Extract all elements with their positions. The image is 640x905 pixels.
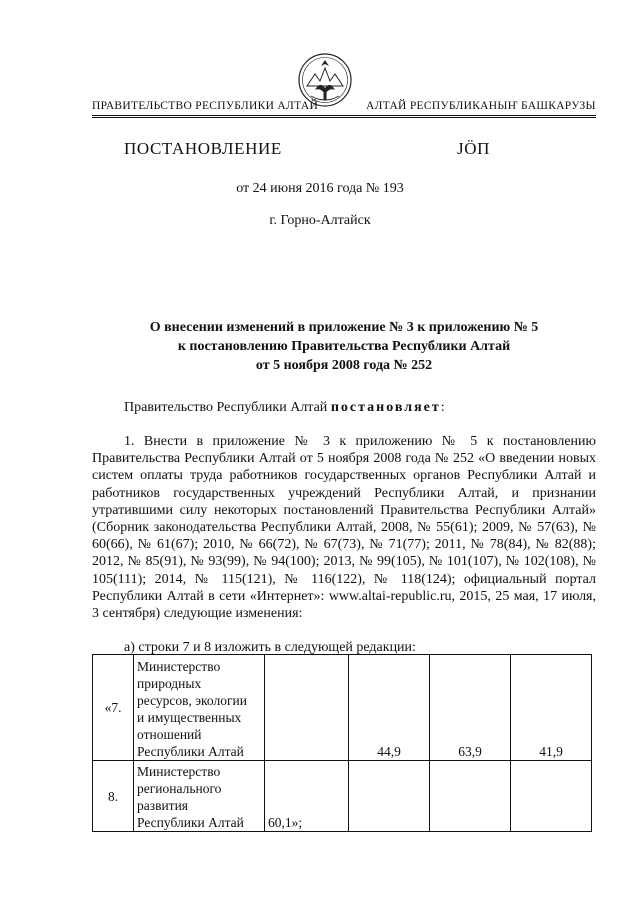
value-cell: 60,1»; bbox=[265, 761, 349, 832]
row-number: 8. bbox=[93, 761, 134, 832]
document-city: г. Горно-Алтайск bbox=[269, 213, 371, 228]
title-line-2: к постановлению Правительства Республики Алтай bbox=[177, 339, 511, 354]
row-number: «7. bbox=[93, 655, 134, 761]
ministry-name-line: Республики Алтай bbox=[137, 815, 244, 830]
ministry-name-line: Министерство bbox=[137, 659, 221, 674]
value-cell: 44,9 bbox=[349, 655, 430, 761]
value-cell: 63,9 bbox=[430, 655, 511, 761]
value-cell bbox=[349, 761, 430, 832]
value-cell bbox=[265, 655, 349, 761]
title-line-1: О внесении изменений в приложение № 3 к приложению № 5 bbox=[149, 320, 539, 335]
value-cell bbox=[511, 761, 592, 832]
ministry-name-line: регионального bbox=[137, 781, 222, 796]
ministry-name-line: отношений bbox=[137, 727, 202, 742]
ministry-name-line: и имущественных bbox=[137, 710, 242, 725]
document-date-number: от 24 июня 2016 года № 193 bbox=[236, 181, 404, 196]
subitem-a: а) строки 7 и 8 изложить в следующей редакции: bbox=[124, 640, 416, 655]
right-organization-name: АЛТАЙ РЕСПУБЛИКАНЫҤ БАШКАРУЗЫ bbox=[366, 100, 596, 112]
preamble bbox=[124, 400, 445, 416]
item-1-text: 1. Внести в приложение № 3 к приложению № 5 к постановлению Правительства Республики Алтай от 5 ноября 2008 года № 252 «О введении новых систем оплаты труда работников государственных органов Республики Алтай и работников государственных учреждений Республики Алтай, и признании утратившими силу некоторых постановлений Правительства Республики Алтай» (Сборник законодательства Республики Алтай, 2008, № 55(61); 2009, № 57(63), № 60(66), № 61(67); 2010, № 66(72), № 67(73), № 71(77); 2011, № 78(84), № 82(88); 2012, № 85(91), № 93(99), № 94(100); 2013, № 99(105), № 101(107), № 102(108), № 105(111); 2014, № 115(121), № 116(122), № 118(124); официальный портал Республики Алтай в сети «Интернет»: www.altai-republic.ru, 2015, 25 мая, 17 июля, 3 сентября) следующие изменения: bbox=[92, 434, 596, 622]
ministry-name-line: ресурсов, экологии bbox=[137, 693, 247, 708]
title-line-3: от 5 ноября 2008 года № 252 bbox=[255, 358, 433, 373]
document-kind-altai: ЈӦП bbox=[457, 139, 490, 158]
document-kind-russian: ПОСТАНОВЛЕНИЕ bbox=[124, 139, 282, 158]
preamble-text: Правительство Республики Алтай bbox=[124, 400, 331, 415]
preamble-resolves: постановляет bbox=[330, 400, 441, 415]
left-organization-name: ПРАВИТЕЛЬСТВО РЕСПУБЛИКИ АЛТАЙ bbox=[92, 100, 319, 112]
preamble-colon: : bbox=[440, 400, 445, 415]
ministry-name-line: Республики Алтай bbox=[137, 744, 244, 759]
document-title bbox=[92, 318, 596, 375]
value-cell: 41,9 bbox=[511, 655, 592, 761]
table-row bbox=[93, 761, 592, 832]
header-divider-second bbox=[92, 117, 596, 118]
ministry-name bbox=[134, 761, 265, 832]
header-divider bbox=[92, 115, 596, 116]
amendment-table bbox=[92, 654, 592, 832]
table-row bbox=[93, 655, 592, 761]
ministry-name bbox=[134, 655, 265, 761]
ministry-name-line: Министерство bbox=[137, 764, 221, 779]
ministry-name-line: развития bbox=[137, 798, 189, 813]
value-cell bbox=[430, 761, 511, 832]
ministry-name-line: природных bbox=[137, 676, 202, 691]
